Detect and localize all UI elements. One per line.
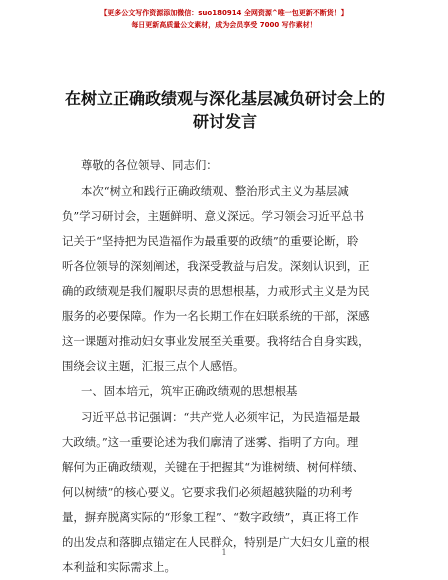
paragraph-line: 何以树绩”的核心要义。它要求我们必须超越狭隘的功利考 <box>62 485 353 499</box>
paragraph-line: 本次“树立和践行正确政绩观、整治形式主义为基层减 <box>81 184 349 198</box>
promo-banner-line-1: 【更多公文写作资源添加微信：suo180914 全网资源^唯一包更新不断货！】 <box>100 9 348 17</box>
paragraph-line: 服务的必要保障。作为一名长期工作在妇联系统的干部，深感 <box>62 309 370 323</box>
paragraph-line: 的出发点和落脚点锚定在人民群众，特别是广大妇女儿童的根 <box>62 535 370 549</box>
paragraph-line: 听各位领导的深刻阐述，我深受教益与启发。深刻认识到，正 <box>62 259 370 273</box>
paragraph-line: 大政绩。”这一重要论述为我们廓清了迷雾、指明了方向。理 <box>62 435 359 449</box>
paragraph-line: 量，摒弃脱离实际的“形象工程”、“数字政绩”，真正将工作 <box>62 510 359 524</box>
salutation: 尊敬的各位领导、同志们： <box>81 158 218 172</box>
paragraph-line: 确的政绩观是我们履职尽责的思想根基，力戒形式主义是为民 <box>62 284 370 298</box>
page-number: 1 <box>221 548 227 557</box>
paragraph-line: 习近平总书记强调：“共产党人必须牢记，为民造福是最 <box>81 410 361 424</box>
paragraph-line: 记关于“坚持把为民造福作为最重要的政绩”的重要论断，聆 <box>62 234 359 248</box>
paragraph-line: 围绕会议主题，汇报三点个人感悟。 <box>62 359 245 373</box>
paragraph-line: 这一课题对推动妇女事业发展至关重要。我将结合自身实践， <box>62 334 370 348</box>
promo-banner-line-2: 每日更新高质量公文素材，成为会员享受 7000 写作素材！ <box>131 21 317 29</box>
paragraph-line: 本利益和实际需求上。 <box>62 560 176 574</box>
section-heading: 一、固本培元，筑牢正确政绩观的思想根基 <box>81 384 298 398</box>
paragraph-line: 负”学习研讨会，主题鲜明、意义深远。学习领会习近平总书 <box>62 209 364 223</box>
paragraph-line: 解何为正确政绩观，关键在于把握其“为谁树绩、树何样绩、 <box>62 460 364 474</box>
document-title-line-1: 在树立正确政绩观与深化基层减负研讨会上的 <box>64 89 385 108</box>
document-title-line-2: 研讨发言 <box>192 112 257 131</box>
